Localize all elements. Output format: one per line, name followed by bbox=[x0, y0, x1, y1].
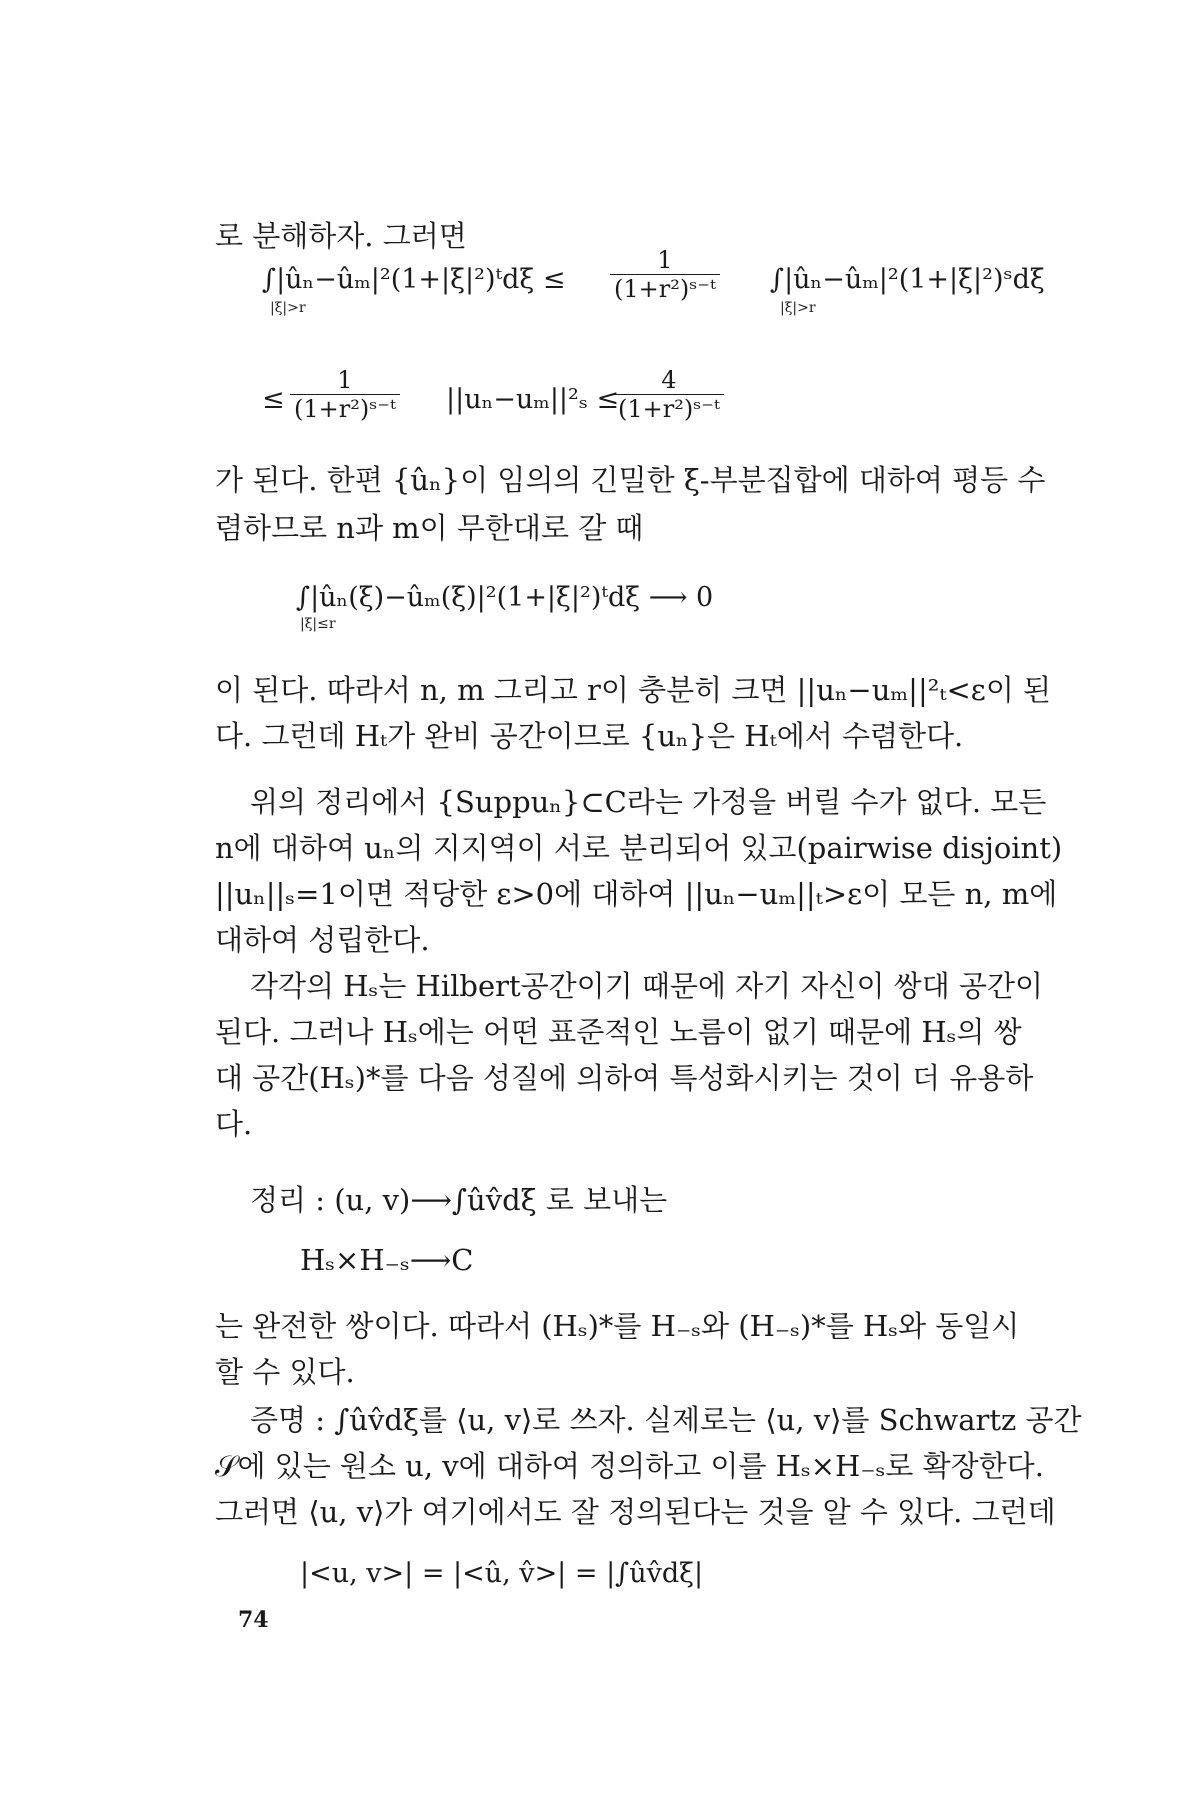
text-line: 대 공간(Hₛ)*를 다음 성질에 의하여 특성화시키는 것이 더 유용하 bbox=[215, 1061, 1034, 1095]
page-number: 74 bbox=[238, 1607, 269, 1633]
pairing-map: Hₛ×H₋ₛ⟶C bbox=[300, 1243, 474, 1277]
text-line: n에 대하여 uₙ의 지지역이 서로 분리되어 있고(pairwise disjoint) bbox=[215, 831, 1063, 865]
fraction-denominator: (1+r²)ˢ⁻ᵗ bbox=[294, 395, 396, 423]
fraction-numerator: 4 bbox=[614, 366, 724, 395]
text-line: 렴하므로 n과 m이 무한대로 갈 때 bbox=[215, 511, 644, 545]
text-line: 각각의 Hₛ는 Hilbert공간이기 때문에 자기 자신이 쌍대 공간이 bbox=[250, 969, 1043, 1003]
integral-limit: |ξ|≤r bbox=[300, 616, 336, 632]
fraction-denominator: (1+r²)ˢ⁻ᵗ bbox=[614, 275, 716, 303]
equation-2-middle: ||uₙ−uₘ||²ₛ ≤ bbox=[446, 384, 620, 415]
proof-start: 증명 : ∫ûv̂dξ를 ⟨u, v⟩로 쓰자. 실제로는 ⟨u, v⟩를 Schwartz 공간 bbox=[250, 1403, 1082, 1437]
fraction-denominator: (1+r²)ˢ⁻ᵗ bbox=[618, 395, 720, 423]
equation-1-right: ∫|ûₙ−ûₘ|²(1+|ξ|²)ˢdξ bbox=[770, 264, 1045, 295]
text-line: 위의 정리에서 {Suppuₙ}⊂C라는 가정을 버릴 수가 없다. 모든 bbox=[250, 785, 1047, 819]
text-line: 는 완전한 쌍이다. 따라서 (Hₛ)*를 H₋ₛ와 (H₋ₛ)*를 Hₛ와 동일시 bbox=[215, 1309, 1020, 1343]
equation-1-left: ∫|ûₙ−ûₘ|²(1+|ξ|²)ᵗdξ ≤ bbox=[262, 264, 566, 295]
text-line: 된다. 그러나 Hₛ에는 어떤 표준적인 노름이 없기 때문에 Hₛ의 쌍 bbox=[215, 1015, 1022, 1049]
integral-limit: |ξ|>r bbox=[780, 300, 816, 316]
text-line: 가 된다. 한편 {ûₙ}이 임의의 긴밀한 ξ-부분집합에 대하여 평등 수 bbox=[215, 463, 1046, 497]
fraction bbox=[290, 366, 400, 423]
text-line: 로 분해하자. 그러면 bbox=[215, 219, 467, 253]
text-line: 다. 그런데 Hₜ가 완비 공간이므로 {uₙ}은 Hₜ에서 수렴한다. bbox=[215, 719, 964, 753]
text-line: 𝒮에 있는 원소 u, v에 대하여 정의하고 이를 Hₛ×H₋ₛ로 확장한다. bbox=[215, 1449, 1044, 1483]
less-equal-sign: ≤ bbox=[262, 384, 285, 415]
integral-limit: |ξ|>r bbox=[270, 300, 306, 316]
fraction-numerator: 1 bbox=[610, 246, 720, 275]
text-line: 대하여 성립한다. bbox=[215, 923, 430, 957]
fraction-numerator: 1 bbox=[290, 366, 400, 395]
fraction bbox=[610, 246, 720, 303]
text-line: ||uₙ||ₛ=1이면 적당한 ε>0에 대하여 ||uₙ−uₘ||ₜ>ε이 모든 n, m에 bbox=[215, 877, 1058, 911]
theorem-statement: 정리 : (u, v)⟶∫ûv̂dξ 로 보내는 bbox=[250, 1183, 668, 1217]
equation-3: ∫|ûₙ(ξ)−ûₘ(ξ)|²(1+|ξ|²)ᵗdξ ⟶ 0 bbox=[296, 582, 714, 613]
fraction bbox=[614, 366, 724, 423]
text-line: 그러면 ⟨u, v⟩가 여기에서도 잘 정의된다는 것을 알 수 있다. 그런데 bbox=[215, 1495, 1056, 1529]
equation-4: |<u, v>| = |<û, v̂>| = |∫ûv̂dξ| bbox=[300, 1558, 704, 1589]
text-line: 이 된다. 따라서 n, m 그리고 r이 충분히 크면 ||uₙ−uₘ||²ₜ<ε이 된 bbox=[215, 673, 1052, 707]
text-line: 다. bbox=[215, 1107, 253, 1141]
text-line: 할 수 있다. bbox=[215, 1355, 355, 1389]
